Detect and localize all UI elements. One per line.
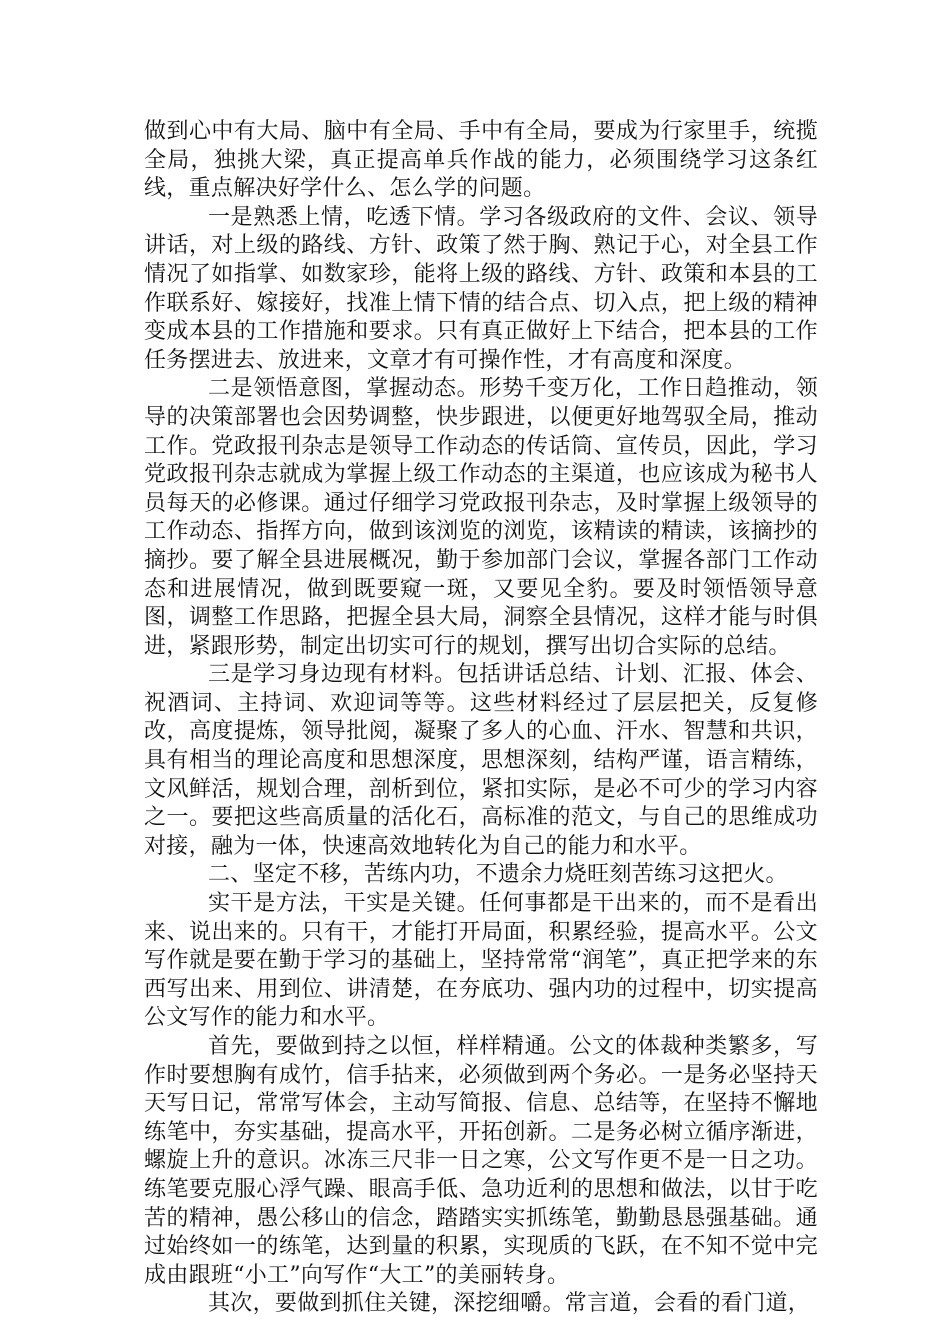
paragraph-4: 三是学习身边现有材料。包括讲话总结、计划、汇报、体会、祝酒词、主持词、欢迎词等等。这些材料经过了层层把关，反复修改，高度提炼，领导批阅，凝聚了多人的心血、汗水、智慧和共识，具有相当的理论高度和思想深度，思想深刻，结构严谨，语言精练，文风鲜活，规划合理，剖析到位，紧扣实际，是必不可少的学习内容之一。要把这些高质量的活化石，高标准的范文，与自己的思维成功对接，融为一体，快速高效地转化为自己的能力和水平。 — [144, 662, 818, 859]
section-heading-2: 二、坚定不移，苦练内功，不遗余力烧旺刻苦练习这把火。 — [208, 862, 788, 888]
paragraph-1: 做到心中有大局、脑中有全局、手中有全局，要成为行家里手，统揽全局，独挑大梁，真正提高单兵作战的能力，必须围绕学习这条红线，重点解决好学什么、怎么学的问题。 — [144, 119, 818, 202]
paragraph-3: 二是领悟意图，掌握动态。形势千变万化，工作日趋推动，领导的决策部署也会因势调整，快步跟进，以便更好地驾驭全局，推动工作。党政报刊杂志是领导工作动态的传话筒、宣传员，因此，学习党政报刊杂志就成为掌握上级工作动态的主渠道，也应该成为秘书人员每天的必修课。通过仔细学习党政报刊杂志，及时掌握上级领导的工作动态、指挥方向，做到该浏览的浏览，该精读的精读，该摘抄的摘抄。要了解全县进展概况，勤于参加部门会议，掌握各部门工作动态和进展情况，做到既要窥一斑，又要见全豹。要及时领悟领导意图，调整工作思路，把握全县大局，洞察全县情况，这样才能与时俱进，紧跟形势，制定出切实可行的规划，撰写出切合实际的总结。 — [144, 376, 818, 659]
document-body — [144, 118, 818, 1319]
paragraph-7: 首先，要做到持之以恒，样样精通。公文的体裁种类繁多，写作时要想胸有成竹，信手拈来，必须做到两个务必。一是务必坚持天天写日记，常常写体会，主动写简报、信息、总结等，在坚持不懈地练笔中，夯实基础，提高水平，开拓创新。二是务必树立循序渐进，螺旋上升的意识。冰冻三尺非一日之寒，公文写作更不是一日之功。练笔要克服心浮气躁、眼高手低、急功近利的思想和做法，以甘于吃苦的精神，愚公移山的信念，踏踏实实抓练笔，勤勤恳恳强基础。通过始终如一的练笔，达到量的积累，实现质的飞跃，在不知不觉中完成由跟班“小工”向写作“大工”的美丽转身。 — [144, 1034, 818, 1288]
paragraph-2: 一是熟悉上情，吃透下情。学习各级政府的文件、会议、领导讲话，对上级的路线、方针、政策了然于胸、熟记于心，对全县工作情况了如指掌、如数家珍，能将上级的路线、方针、政策和本县的工作联系好、嫁接好，找准上情下情的结合点、切入点，把上级的精神变成本县的工作措施和要求。只有真正做好上下结合，把本县的工作任务摆进去、放进来，文章才有可操作性，才有高度和深度。 — [144, 204, 818, 373]
paragraph-8: 其次，要做到抓住关键，深挖细嚼。常言道，会看的看门道， — [208, 1291, 811, 1317]
paragraph-6: 实干是方法，干实是关键。任何事都是干出来的，而不是看出来、说出来的。只有干，才能打开局面，积累经验，提高水平。公文写作就是要在勤于学习的基础上，坚持常常“润笔”，真正把学来的东西写出来、用到位、讲清楚，在夯底功、强内功的过程中，切实提高公文写作的能力和水平。 — [144, 891, 818, 1031]
